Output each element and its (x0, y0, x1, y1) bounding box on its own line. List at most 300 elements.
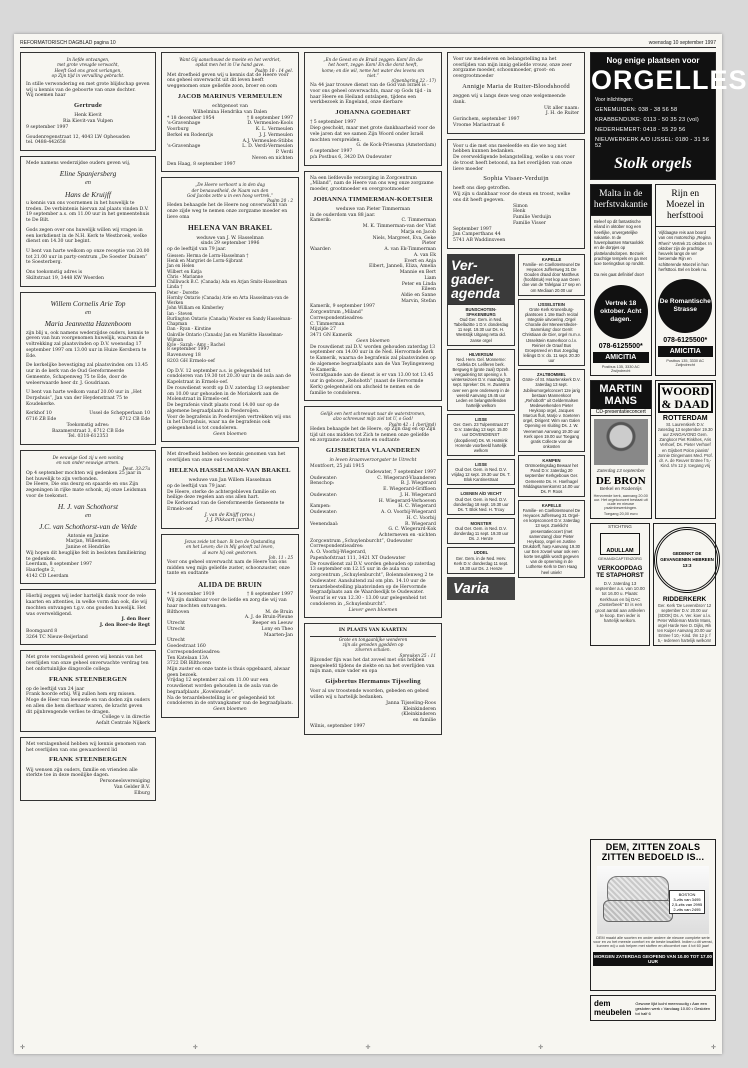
family-list (310, 218, 436, 304)
notice-subtitle: weduwe van J. W. Hasselman (196, 235, 264, 241)
thanks-notice (447, 139, 585, 249)
family-member: Eileen (421, 287, 436, 293)
notice-subtitle: weduwe van Pieter Timmerman (335, 207, 411, 212)
verse-line: kome; en die wil, neme het water des levens om (321, 67, 425, 73)
notice-text: Met verslagenheid hebben wij kennis genomen van het overlijden van ons gewaardeerd lid (26, 741, 146, 753)
ad-phone-row: NEDERHEMERT: 0418 - 55 29 56 (595, 127, 686, 133)
notice-text: Heden behaagde het de Heere nog onverwacht van onze zijde weg te nemen onze zorgzame moeder en lieve oma (167, 203, 288, 220)
family-member: A. van Ek (413, 252, 436, 258)
deceased-name: FRANK STEENBERGEN (49, 675, 127, 683)
agenda-list (518, 254, 585, 603)
verse-line: alzo schreeuwt mijn ziel tot U, o God! (333, 416, 413, 422)
family-place: Utrecht (167, 626, 186, 632)
groom-name: Hans de Kruijff (65, 189, 111, 199)
death-notice (304, 171, 442, 402)
signature: Familie Visser (513, 220, 546, 226)
address: Correspondentieadres: (167, 649, 221, 655)
address-label: Toekomstig adres: (66, 422, 110, 428)
family-member: Ian - Steven (167, 310, 193, 316)
verse-line: Jezus zeide tot haar: Ik ben de Opstanding (184, 539, 276, 545)
conjunction: en (85, 309, 91, 316)
venue-place: Berkel en Rodenrijs (599, 486, 642, 492)
seal-emblem: GEDENKT DE GEVANGENEN HEBREEN 13:3 (654, 527, 720, 593)
ad-footer: Postbus 135, 3330 AC Zwijndrecht (666, 359, 705, 367)
death-notice (304, 52, 442, 166)
price-line: 3-zits van 3495 (673, 897, 701, 902)
registration-mark: ✛ (20, 1044, 26, 1051)
column-3 (304, 52, 442, 1044)
address: Haarlegte 2, (26, 567, 56, 573)
address: Mijzijde 27 (310, 327, 336, 333)
notice-subtitle: weduwe van Jan Willem Hasselman (188, 478, 272, 484)
notice-date: Wilnis, september 1997 (310, 723, 366, 729)
address: p/a Postbus 6, 3420 DA Oudewater (310, 154, 392, 160)
verse-line: en van onder eeuwige armen. (56, 460, 120, 466)
notice-text: De Kerkeraad van de Gereformeerde Gemeente te Ermelo-oef (167, 501, 285, 512)
ad-phone-row: NIEUWERKERK A/D IJSSEL: 0180 - 31 56 52 (595, 137, 710, 149)
agenda-list (447, 304, 515, 574)
address: Zorgcentrum „Schuylenburcht”, Oudewater (310, 538, 413, 544)
notice-text: Mede namens wederzijdse ouders geven wij, (26, 161, 131, 167)
ad-price: Toegang 20,00 euro (603, 511, 638, 516)
family-member: H. C. Wiegerard (398, 504, 436, 510)
agenda-banner-line: gader- (451, 270, 494, 287)
bride-name: Maria Jeannetta Hazenboom (44, 319, 132, 329)
notice-text: De Heere, Die ons deurg en spaarde en ons Zijn zegeningen in rijke mate schonk, zij onze Leidsman voor de toekomst. (26, 482, 147, 499)
agenda-item-body: Grote- of St. Maartenskerk D.V. zaterdag 13 sept. Jubileumorgelconcert 12e jarig bestaan Mannenkoor „Rehoboth” uit Geldermalsen Medewerkenden Pieter Heykoop orgel, Jacques Marcus fluit, Marjo v. Soeteren orgel, Dirigent: Wim van Galen Opening en sluiting Ds. J. W. Veeneman Aanvang 19.30 uur Kerk open 19.00 uur Toegang gratis Collecte voor de onkosten (522, 377, 581, 449)
notice-date: September 1997 (453, 226, 492, 232)
address: Utrecht (167, 638, 186, 644)
death-date: † 8 september 1997 (246, 115, 293, 121)
death-notice (20, 737, 156, 801)
agenda-item-body: Ontmoetingsdag Bewaar het Pand D.V. zaterdag 20 september Kerkgebouw Ger. Gemeente Ds. H. Hoefnagel Middagsamenkomst 14.00 uur Ds. P. Roos (523, 463, 580, 494)
deceased-name: JOHANNA TIMMERMAN-KOETSIER (313, 195, 433, 203)
address: Vroome Mariastraat 6 (453, 122, 505, 128)
notice-date: 8 september 1997 (167, 347, 210, 353)
notice-date: 9 september 1997 (26, 124, 69, 130)
ad-body: D.V. zaterdag 13 september a.s. van 10.00 tot 16.00 u. Plaats: Kerkhuus en bij DAC „Oosterbeek” Er is een groot aantal aan artikelen te koop. Een ieder is hartelijk welkom. (595, 580, 645, 624)
ad-body: DEM maakt alle soorten en onder andere de nieuwe complete serie voor en zo het meeste comfort en de beste kwaliteit. Indien u dit wenst, kunnen wij u ook helpen met stoffen en zitcomfort van 4 tot 60 jaar! (593, 936, 713, 948)
death-notice (161, 177, 299, 442)
verse-line: zilveren schalen. (355, 647, 391, 653)
notice-text: zeggen wij u langs deze weg onze welgemeende dank. (453, 94, 566, 105)
phone: tel. 0488-442658 (26, 140, 66, 146)
family-member: Henk en Margriet de Lorm-Sijbrant (167, 258, 243, 264)
address: 3471 GN Kamerik (310, 333, 352, 339)
column-2 (161, 52, 299, 1044)
brand-logo: AMICITIA (658, 346, 714, 357)
signature: (Kleinkinderen (401, 712, 436, 718)
agenda-item-title: KAPELLE (541, 502, 562, 508)
family-member: M. de Bruin (265, 609, 293, 615)
family-member: B. J. Wiegerard (400, 481, 436, 487)
dem-banner (590, 995, 716, 1021)
ad-title: Rijn en Moezel in herfsttooi (656, 185, 716, 227)
deceased-name: Gijsbertus Hermanus Tijsseling (325, 678, 421, 686)
family-member: Liam (424, 275, 436, 281)
family-member: Chilliwack B.C. (Canada) Ada en Arjan Smits-Hasselman (167, 279, 288, 285)
ad-body: Ger. Kerk 'De Levensbron' 12 september D.V. 20.00 uur (SDOK) Ds. A. Ver. koer o.l.v. Peter Wildeman Martin Mans, orgel Harde Nee D. Dijks, Rik ten Kuiper Aanvang 20.00 uur Entree f 10,- Kind. t/m 12 jr. f 5,- Iedereen hartelijk welkom! (657, 602, 712, 643)
signature: G. de Kock-Priessma (Amsterdam) (356, 143, 436, 149)
verse-line: Grote en tongaanlijke wonderen (338, 636, 408, 642)
sofa-photo (597, 866, 709, 934)
ridderkerk-ad (653, 523, 716, 646)
death-notice (304, 406, 442, 618)
registration-mark: ✛ (192, 1044, 198, 1051)
address: 3722 DR Bilthoven (167, 661, 211, 667)
price-line: 2,5-zits van 2995 (671, 902, 703, 907)
notice-date: Den Haag, 8 september 1997 (167, 161, 236, 167)
ad-title: MARTIN MANS (591, 381, 651, 409)
verse (26, 57, 150, 78)
closing: Geen bloemen (213, 431, 247, 437)
deceased-name: GIJSBERTHA VLAANDEREN (325, 447, 421, 455)
signature: Aefalt Centrale Nijkerk (95, 721, 150, 727)
family-member: Achterneven en -nichten (378, 532, 436, 538)
brand-logo: Stolk orgels (614, 155, 692, 172)
notice-date: Kamerik, 9 september 1997 (310, 304, 375, 310)
address: 4142 CD Leerdam (26, 573, 69, 579)
agenda-item-body: Familie- en Coellotenteunel De Heyaces Juffersweg 31 Orgel- en korpsconcert D.V. zaterdag 13 sept. Zoeklicht presentatiecocert (met samenzang) door Pieter Heykoop, orgel en Justine Drukdorff, harp Aanvang 19.30 uur Een zovoel waar ook een korte terugblik wordt gegeven van de opneming in de Lutherse Kerk te Den Haag heel uniek! (522, 508, 581, 575)
family-member: M. K. Timmerman-van der Vlist (362, 224, 436, 230)
family-member: Marja en Jacob (400, 229, 436, 235)
address: 6716 ZB Ede (26, 417, 57, 423)
birth-date: Montfoort, 25 juli 1915 (310, 464, 365, 470)
signature: Elburg (134, 790, 150, 796)
ad-subtitle: CD-presentatieconcert (591, 409, 651, 416)
family-place: Bilthoven (167, 609, 190, 615)
verse-line: (Openbaring 22 : 17) (391, 78, 436, 83)
family-member: L. D. Verdi-Vermeulen (242, 144, 293, 150)
family-member: Burlington Ontario (Canada) Wouter en Sandy Hasselman-Chapman (167, 315, 292, 327)
addresses (26, 411, 150, 422)
event-ads (590, 523, 716, 650)
verse-line: Psalm 10 : 14 gel. (255, 67, 293, 73)
age: op de leeftijd van 79 jaar. (167, 247, 227, 253)
family-member: Chris - Marianne (167, 273, 203, 279)
family-member: J. H. Wiegerard (400, 492, 436, 498)
family-member: J. J. Vermeulen (259, 132, 293, 138)
address: 5741 AB Waddinxveen (453, 238, 506, 244)
address: Goudenregenstraat 12, 4043 LW Opheusden (26, 134, 130, 140)
family-member: A.J. Vermeulen-Stibbs (242, 138, 293, 144)
ad-title: Malta in de herfstvakantie (591, 185, 651, 216)
death-notice (161, 534, 299, 718)
verse-line: opdat men het in Uw hand gave. (195, 62, 265, 68)
ad-body: Beleef op dit fantastische eiland in oktober nog een heerlijke, onvergetelijke vakantie. In de havenplaatsen Marsaxlokk en de dorpjes op plattelandsdorpen. Bezoek prachtige tempels en ga met luxe toeringsbus op rondrit. (594, 219, 647, 266)
orgelles-ad (590, 52, 748, 180)
agenda-item-title: IJSSELSTEIN (538, 301, 565, 307)
ad-body: Hervormde kerk, aanvang 20.00 uur. Het orgelconcert bestaat uit oude en nieuwe psalmbewerkingen. (593, 493, 648, 510)
deceased-name: JACOB MARINUS VERMEULEN (177, 92, 283, 100)
verse-line: „De Heere verhoort u in den dag (195, 182, 265, 188)
ad-city: RIDDERKERK (662, 595, 707, 603)
ad-footer: MORGEN ZATERDAG GEOPEND VAN 10.00 TOT 17.00 UUR (594, 954, 712, 964)
family-member: R. Wiegerard (405, 521, 436, 527)
venue-name: DE BRON (595, 474, 646, 487)
notice-text: heeft ons diep getroffen. (453, 186, 511, 192)
notice-text: De begrafenis vindt plaats rond 14.00 uur op de algemene begraafplaats in Poederoijen. (167, 403, 280, 414)
brand-logo: AMICITIA (593, 352, 649, 363)
agenda-item-title: LISSE (474, 417, 488, 423)
notice-text: Vooraf is er van 12.30 - 13.00 uur gelegenheid tot condoleren in „Schuylenburcht”. (310, 596, 427, 607)
family-member: Elbert, Janneli, Eliza, Amelia (369, 264, 436, 270)
notice-text: Op D.V. 12 september a.s. is gelegenheid tot condoleren van 19.30 tot 20.30 uur in de aula aan de Kapelstraat in Ermelo-oef. (167, 368, 291, 386)
anniversary-notice (20, 450, 156, 584)
address: 6712 CB Ede (119, 417, 150, 423)
family-place: Kamerik: (310, 218, 332, 224)
malta-ad (590, 184, 652, 376)
ad-title: DEM, ZITTEN ZOALS ZITTEN BEDOELD IS... (601, 842, 705, 862)
birth-date: * 14 november 1919 (167, 592, 215, 598)
signature: J. J. Pikkaart (scriba) (206, 518, 254, 524)
family-place: Voorburg (167, 127, 189, 133)
death-notice (161, 447, 299, 529)
signature: J. H. de Ruiter (545, 111, 579, 117)
family-place: Waarder: (310, 247, 332, 253)
notice-text: Heden behaagde het de Heere, op Zijn dag en op Zijn tijd uit ons midden tot Zich te nemen onze geliefde en zorgzame zuster, tante en oudtante (310, 426, 436, 444)
notice-text: Voor al uw troostende woorden, gebeden en gebed willen wij u hartelijk bedanken. (310, 689, 429, 701)
notice-text: Op 4 september mochten wij gedenken 25 jaar in het huwelijk te zijn verbonden. (26, 470, 142, 482)
agenda-item-title: UDDEL (473, 550, 489, 556)
bride-name: Eline Spanjersberg (59, 168, 117, 178)
death-notice (161, 52, 299, 172)
family-place: Berkel en Rodenrijs (167, 132, 214, 138)
family-member: Evert en Anja (404, 258, 436, 264)
notice-text: Wij zijn u dankbaar voor de steun en troost, welke ons dit heeft gegeven. (453, 192, 571, 203)
verse-line: met grote vreugde verwacht, (57, 62, 119, 68)
notice-subtitle: in leven kraamverzorgster te Utrecht (329, 458, 417, 464)
family-member: Neven en nichten (251, 155, 293, 161)
family-member: Wilbert en Katja (167, 268, 202, 274)
signature: en familie (412, 718, 436, 724)
agenda-item (447, 304, 515, 346)
concert-ads (590, 380, 716, 523)
dem-sofa-ad (590, 839, 716, 991)
ad-body: Vijfdaagse reis aan boord van ons motorschip „Regina Rheni” Vertrek 21 oktober. In oktober zijn de prachtige heuvels langs de ver beroemde Rijn en schitterende Moezel in hun herfsttooi. Bel en boek nu. (658, 230, 712, 272)
address: C. Timmerman (310, 321, 345, 327)
family-member: Antonie en Janine (67, 533, 109, 539)
family-member: Pieter (421, 241, 436, 247)
agenda-item-body: Oud Ger. Gem. in Ned. Tabellazitte 1 D.V. donderdag 11 sept. 19.30 uur Ds. H. Weststijk Uitgang retta old. zanse orgel (453, 317, 509, 343)
signature: Van Gelder B.V. (113, 784, 150, 790)
family-member: G. C. Wiegerard-Kok (388, 527, 436, 533)
address: Jan Camperthans 44 (453, 232, 501, 238)
address: Papenhofstraat 111, 3421 XT Oudewater (310, 555, 406, 561)
signature: J. van de Knijff (pres.) (204, 512, 256, 518)
ad-subtitle: Voor inlichtingen: (595, 97, 634, 103)
family-member: D. Vermeulen-Kools (247, 121, 293, 127)
registration-mark: ✛ (538, 1044, 544, 1051)
notice-text: Na een liefdevolle verzorging in Zorgcentrum „Miland”, nam de Heere van ons weg onze zorgzame moeder, grootmoeder en overgrootmoeder (310, 175, 434, 193)
varia-banner: Varia (447, 577, 515, 600)
family-member: Maarten-Jan (264, 632, 293, 638)
notice-subtitle: sinds 29 september 1996 (200, 241, 260, 247)
family-member: A. O. Voorbij-Wiegerard (381, 510, 436, 516)
family-member: Peter - Dorette (167, 289, 199, 295)
ad-title: WOORD & DAAD (658, 383, 714, 413)
notice-text: Voor u die met ons meeleefde en die we nog niet hebben kunnen bedanken. (453, 143, 567, 155)
deceased-name: ALIDA DE BRUIN (198, 580, 262, 590)
age: op de leeftijd van 24 jaar (26, 686, 85, 692)
address: Ravensweg 18 (167, 353, 201, 359)
notice-text: Na de teraardebestelling is er gelegenheid tot condoleren in de ontvangkamer van de begraafplaats. (167, 695, 293, 707)
groom-name: Willem Cornelis Arie Top (50, 298, 126, 308)
family-list (167, 253, 293, 348)
notice-text: Wij noemen haar (26, 93, 66, 99)
thanks-notice (447, 52, 585, 134)
signature: Personeelsvereniging (99, 779, 150, 785)
brand-logo: dem meubelen (594, 999, 632, 1017)
ad-date: Zaterdag 13 september (596, 467, 645, 473)
couple-name: H. J. van Schothorst (57, 501, 119, 511)
verse-line: Heeft God ons groot verlangen, (54, 67, 122, 73)
address-label: Ons toekomstig adres is (26, 270, 83, 276)
phone: Tel. 0318-612353 (67, 434, 109, 440)
notice-text: De Heere, sterke de achtergebleven familie en heilige deze regelen aan ons allen hart. (167, 489, 276, 501)
verse (310, 637, 436, 658)
family-member: Oakville Ontario (Canada) Jan en Mariëtte Hasselman-Wijman (167, 331, 284, 342)
agenda-item (518, 455, 585, 497)
notice-text: Wij hopen dit heuglijke feit in besloten familiekring te gedenken. (26, 550, 147, 562)
family-member: Kyle - Sarah - Amy - Rachel (167, 342, 225, 348)
notice-text: Gods zegen over ons huwelijk willen wij vragen in een kerkdienst in de N.H. Kerk te Westbroek, welke dienst om 14.30 uur begint. (26, 227, 147, 245)
agenda-item (518, 254, 585, 296)
agenda-item-title: HILVERSUM (468, 351, 494, 357)
woord-daad-ad (655, 380, 717, 519)
notice-date: 6 september 1997 (310, 149, 353, 155)
notice-text: Met droefheid hebben we kennis genomen van het overlijden van onze oud-voorzitster (167, 452, 286, 464)
newspaper-page (14, 34, 748, 1054)
header-rule (20, 47, 716, 48)
ad-title: ORGELLES (591, 65, 748, 95)
notice-text: De rouwdienst wordt op D.V. zaterdag 13 september om 10.00 uur gehouden in de Moriakerk aan de Molenstraat in Ermelo-oef. (167, 385, 290, 403)
notice-text: De overweldigende belangstelling, welke u ons voor de troost heeft betoond, na het overlijden van onze lieve moeder (453, 155, 575, 172)
verse-line: Psalm 42 : 1 (berijmd) (388, 421, 436, 427)
ad-kicker: STICHTING (608, 523, 632, 529)
birth-date: * 18 december 1954 (167, 115, 215, 121)
agenda-item (447, 547, 515, 574)
notice-text: Voor ons geheel onverwacht nam de Heere van ons midden weg mijn geliefde zuster, schoonzuster, onze tante en oudtante (167, 560, 290, 577)
deceased-name: HELENA VAN BRAKEL (187, 223, 273, 233)
family-member: A. van Ek-Timmerman (384, 247, 436, 253)
family-member: Mannie en Bert (399, 270, 436, 276)
agenda-item-body: Oud Ger. Gem. in Ned. D.V. donderdag 11 sept. 19.30 uur Ds. J. Henze (453, 526, 509, 542)
column-4 (447, 52, 585, 1044)
registration-mark: ✛ (365, 1044, 371, 1051)
agenda-item (518, 369, 585, 452)
death-date: † 8 september 1997 (246, 592, 293, 598)
couple-name: J.C. van Schothorst-van de Velde (39, 522, 137, 532)
verse-line: Gelijk een hert schreeuwt naar de waterstromen, (320, 411, 426, 417)
ad-body: St. Laurenskerk D.V. zaterdag 13 september 19.30 uur ZANGAVOND Gem. Zangkoor Piet Rinkhes, Aris Verhoef, Ds. Pieter Verhoef en Gijsbert Polon pianist/ Jonnie Dingemans Med. Prof. dr. A. de Reuver Entree f 5,- Kind. t/m 12 jr. toegang vrij (657, 421, 713, 469)
family-member: Hornby Ontario (Canada) Arie en Arta Hasselman-van de Werken (167, 294, 289, 306)
family-place: Oudewater: (310, 510, 338, 516)
notice-text: U bent van harte welkom op onze receptie van 20.00 tot 21.00 uur in party-centrum „De Soester Duinen” te Soesterberg. (26, 248, 150, 266)
agenda-item (447, 459, 515, 486)
verse (26, 455, 150, 471)
notice-text: Wij wensen zijn ouders, familie en vrienden alle sterkte toe in deze moeilijke dagen. (26, 767, 138, 779)
parent: Ria Kievit-van Vulpen (62, 119, 114, 125)
notice-subtitle: Wilhelmina Hendrika van Dalen (192, 109, 268, 115)
ad-city: ROTTERDAM (662, 414, 708, 422)
family-place: Veenendaal: (310, 521, 339, 527)
thanks-notice (20, 589, 156, 645)
family-member: John William en Kimberley (167, 305, 224, 311)
address: 3264 TC Nieuw-Beijerland (26, 634, 88, 640)
verse (310, 57, 436, 83)
furniture-ad (590, 839, 716, 1017)
notice-text: Frank hoorde erbij. Wij zullen hem erg missen. (26, 692, 136, 698)
signature: Uit aller naam: (543, 105, 579, 111)
address: Goedestraat 160 (167, 644, 206, 650)
closing: Liever geen bloemen (348, 607, 398, 613)
family-list (167, 610, 293, 639)
family-member: Reeper en Leeuw (252, 621, 293, 627)
adullam-logo: ADULLAM (600, 533, 640, 555)
agenda-item (447, 518, 515, 545)
verse-line: In liefde ontvangen, (66, 57, 110, 62)
family-member: Marjan, Willemien, (65, 539, 111, 545)
notice-text: Met grote verslagenheid geven wij kennis van het overlijden van onze geheel onverwachte verdrag ten het onfortuinlijke dingsvolle collega (26, 655, 149, 672)
departure-badge: Vertrek 18 oktober. Acht dagen. (594, 285, 648, 339)
notice-text: Vrijdag 12 september zal om 11.00 uur een rouwdienst worden gehouden in de aula van de begraafplaats „Kovelswade”. (167, 678, 278, 695)
verse-line: niet.” (367, 72, 379, 78)
notice-text: De rouwdienst zal D.V. worden gehouden op zaterdag 13 september om 12.15 uur in de aula van zorgcentrum „Schuylenburcht”, Bolenmolenweg 2 te Oudewater. Aansluitend zal om plm. 14.10 uur de teraardebestelling plaatsvinden op de Hervormde Begraafplaats aan de Waardsedijk te Oudewater. (310, 561, 436, 596)
family-member: Giessen: Herma de Lorm-Hasselman † (167, 252, 249, 258)
agenda-item-body: Ger. Gem. 23 Tulpenstraat 27 D.V. zaterdag 13 sept. 15.00 uur DOVENDIENST (doopdienst) Ds. W. Hatmink Horende voorbeeld hartelijk welkom (453, 422, 509, 453)
verse (167, 57, 293, 73)
verse-line: „En de Geest en de Bruid zeggen: Kom! En die (323, 57, 423, 62)
family-member: Lony en Theo (261, 626, 293, 632)
family-member: Linda † (167, 284, 183, 290)
agenda-item-body: Ned. Herv. Gel. Monnerne: Cafetia Dr. Leliferen berk. Bergweg 8 (grote zaal) Opzeh. vergadering tot opening v. h. winterseizoen D.V. maandag 15 sept. Spreker: Ds. H. Zwarstra over een gere onderwerp in de wereld Aanvang 19.45 uur Leden en belangstellenden hartelijk welkom (451, 356, 511, 408)
agenda-item-body: Oud Ger. Gem. in Ned. D.V. vrijdag 12 sept. 19.30 uur Ds. T. Blok Kantinestraat (451, 467, 511, 483)
parent: Henk Kievit (74, 113, 102, 119)
notice-text: Wij zijn dankbaar voor de liefde en zorg die wij van haar mochten ontvangen. (167, 598, 287, 609)
family-list (310, 476, 436, 539)
agenda-item (447, 414, 515, 456)
baby-name: Gertrude (74, 102, 102, 110)
agenda-banner-line: agenda (451, 284, 501, 301)
ad-kicker: Nog enige plaatsen voor (606, 56, 700, 65)
notice-text: Moge de Heer van leeuwde en van doden zijn ouders en allen die hem dierbaar waren, de kracht geven dit pijnbrengende verlies te dragen. (26, 698, 150, 715)
notice-text: Diep geschokt, maar met grote dankbaarheid voor de vele jaren dat we samen Zijn Woord onder Israël mochten verspreiden. (310, 126, 435, 143)
ad-title: VERKOOPDAG TE STAPHORST (596, 564, 644, 579)
verse (167, 539, 293, 560)
address: Boomgaard 8 (26, 628, 58, 634)
verse-line: De eeuwige God zij u een woning (52, 455, 124, 461)
ad-subtitle: GEHANDICAPTENZORG (598, 556, 642, 561)
ad-body: Gewone lijkt lucht meervoudig • Aan een gesloten werk • Vandaag 10.00 • Gesloten tot half 6 (635, 1000, 711, 1016)
agenda-item (447, 349, 515, 411)
price-line: 2-zits van 2495 (673, 907, 701, 912)
agenda-item (518, 299, 585, 367)
signature: Familie Verduijn (513, 215, 552, 221)
notice-text: De kerkelijke bevestiging zal plaatsvinden om 13.45 uur in de kerk van de Oud Gereformeerde Gemeente, Schapenweg 75 te Ede, door de weleerwaarde heer dr. J. Goudriaan. (26, 363, 148, 386)
verse-line: Joh. 11 : 25 (268, 554, 293, 560)
notice-text: zijn blij u, ook namens wederzijdse ouders, kennis te geven van hun voorgenomen huwelijk, waarvan de voltrekking zal plaatsvinden op D.V. woensdag 17 september 1997 om 13.00 uur in Huize Kersbera te Ede. (26, 330, 150, 359)
age: in de ouderdom van 88 jaar. (310, 212, 376, 218)
family-member: Niels, Margreet, Eva, Geke (372, 235, 436, 241)
death-notice (20, 650, 156, 732)
family-member: C. Wiegerard-Vlaanderen (377, 475, 436, 481)
verse-line: Spreuken 25 : 11 (399, 652, 436, 658)
agenda-item-body: Familie- en Coellotenteunel De Heyaces Juffersweg 31 De Gouden draad door Mattheus (hoofdstuk) Het kop aan Geen doe van de Tafelgaai 17 sep en om Mediaan 20.00 uur (522, 261, 581, 293)
family-member: C. Timmerman (401, 218, 436, 224)
verse (310, 411, 436, 427)
agenda-item-body: Ger. Gem. in de Ned. Herv. Kerk D.V. donderdag 11 sept. 19.30 uur Ds. J. Henze (453, 555, 509, 571)
